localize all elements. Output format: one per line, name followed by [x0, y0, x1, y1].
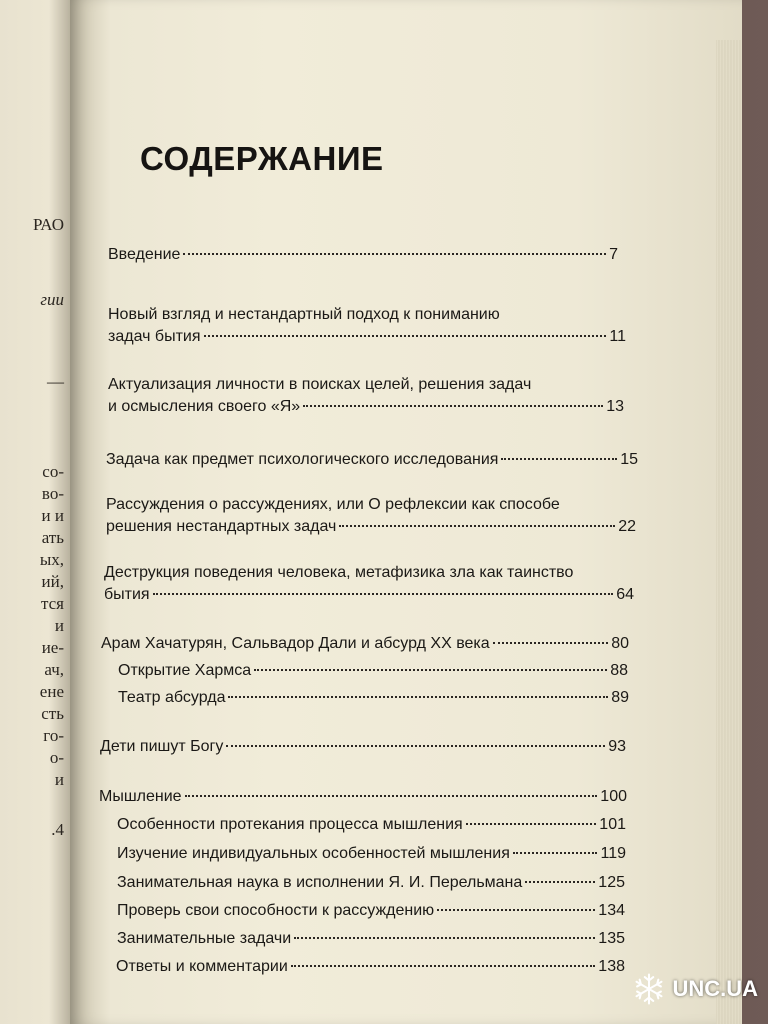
toc-page-number: 89	[611, 689, 629, 706]
dot-leader	[183, 253, 606, 255]
toc-entry-title: Арам Хачатурян, Сальвадор Дали и абсурд XX века	[101, 635, 490, 652]
left-page-line: РАО	[33, 215, 64, 234]
toc-row	[117, 872, 625, 894]
toc-subentry	[117, 928, 625, 950]
toc-page-number: 135	[598, 930, 625, 947]
toc-entry	[99, 786, 627, 808]
toc-entry-title: Открытие Хармса	[118, 662, 252, 679]
toc-subentry	[116, 956, 625, 978]
toc-entry-title-line: Новый взгляд и нестандартный подход к пониманию	[108, 306, 500, 323]
toc-subentry	[117, 814, 626, 836]
left-page-line: и	[54, 770, 64, 789]
toc-entry-title: Занимательные задачи	[117, 930, 292, 947]
toc-entry-title: Театр абсурда	[118, 689, 226, 706]
toc-entry-title: Мышление	[99, 788, 182, 805]
dot-leader	[204, 335, 607, 337]
toc-entry	[108, 244, 618, 266]
toc-entry	[100, 736, 626, 758]
toc-row	[118, 660, 628, 682]
toc-entry-title: Дети пишут Богу	[100, 738, 224, 755]
watermark-text: UNC.UA	[672, 976, 758, 1001]
toc-page-number: 7	[609, 246, 618, 263]
toc-row	[118, 687, 629, 709]
toc-row	[117, 843, 626, 865]
left-page-line: и	[54, 616, 64, 635]
toc-page-number: 93	[608, 738, 626, 755]
toc-row	[117, 814, 626, 836]
left-page-line: гии	[40, 290, 64, 309]
toc-page-number: 138	[598, 958, 625, 975]
toc-entry-title: задач бытия	[108, 328, 201, 345]
page-title: СОДЕРЖАНИЕ	[140, 140, 384, 177]
toc-entry	[104, 562, 634, 606]
toc-entry-title: и осмысления своего «Я»	[108, 398, 301, 415]
left-page-line: ене	[39, 682, 64, 701]
dot-leader	[339, 525, 615, 527]
left-page-line: .4	[51, 820, 64, 839]
dot-leader	[228, 696, 608, 698]
toc-entry	[108, 304, 626, 348]
toc-entry-title: Введение	[108, 246, 181, 263]
toc-row	[104, 584, 634, 606]
toc-page-number: 80	[611, 635, 629, 652]
left-page-line: ых,	[39, 550, 64, 569]
left-page-line: и и	[41, 506, 64, 525]
dot-leader	[493, 642, 609, 644]
dot-leader	[303, 405, 603, 407]
watermark	[632, 972, 758, 1006]
toc-entry-title-line: Деструкция поведения человека, метафизика зла как таинство	[104, 564, 574, 581]
toc-page-number: 125	[598, 874, 625, 891]
toc-entry	[108, 374, 624, 418]
contents-page	[70, 0, 742, 1024]
toc-row	[99, 786, 627, 808]
toc-page-number: 88	[610, 662, 628, 679]
toc-row	[117, 928, 625, 950]
toc-subentry	[117, 843, 626, 865]
dot-leader	[254, 669, 607, 671]
toc-entry-title-line: Актуализация личности в поисках целей, решения задач	[108, 376, 532, 393]
toc-page-number: 22	[618, 518, 636, 535]
toc-entry	[101, 633, 629, 655]
dot-leader	[153, 593, 614, 595]
toc-page-number: 119	[600, 845, 626, 862]
dot-leader	[226, 745, 605, 747]
toc-row	[117, 900, 625, 922]
toc-page-number: 100	[600, 788, 627, 805]
toc-entry-title: Задача как предмет психологического исследования	[106, 451, 499, 468]
dot-leader	[513, 852, 598, 854]
dot-leader	[466, 823, 597, 825]
dot-leader	[291, 965, 596, 967]
toc-page-number: 13	[606, 398, 624, 415]
toc-page-number: 64	[616, 586, 634, 603]
toc-row	[106, 516, 636, 538]
left-page-line: во-	[41, 484, 64, 503]
left-page-line: ие-	[41, 638, 64, 657]
toc-entry	[106, 449, 638, 471]
left-page-line: ать	[41, 528, 64, 547]
toc-row	[108, 326, 626, 348]
toc-subentry	[118, 687, 629, 709]
toc-page-number: 15	[620, 451, 638, 468]
toc-row	[108, 244, 618, 266]
left-page-line: сть	[41, 704, 64, 723]
left-page-line: со-	[42, 462, 64, 481]
toc-row	[101, 633, 629, 655]
toc-page-number: 101	[599, 816, 626, 833]
left-facing-page	[0, 0, 70, 1024]
toc-row	[106, 449, 638, 471]
left-page-line: о-	[49, 748, 64, 767]
toc-row	[108, 396, 624, 418]
toc-entry-title: Занимательная наука в исполнении Я. И. Перельмана	[117, 874, 523, 891]
dot-leader	[437, 909, 595, 911]
dot-leader	[501, 458, 617, 460]
toc-entry-title: бытия	[104, 586, 150, 603]
toc-entry-title: Особенности протекания процесса мышления	[117, 816, 463, 833]
toc-subentry	[117, 872, 625, 894]
toc-entry-title: Проверь свои способности к рассуждению	[117, 902, 435, 919]
toc-row	[100, 736, 626, 758]
left-page-line: го-	[43, 726, 64, 745]
toc-entry-title: решения нестандартных задач	[106, 518, 337, 535]
toc-entry-title: Ответы и комментарии	[116, 958, 288, 975]
snowflake-icon	[632, 972, 666, 1006]
left-page-line: ий,	[41, 572, 64, 591]
toc-entry-title: Изучение индивидуальных особенностей мышления	[117, 845, 510, 862]
toc-subentry	[118, 660, 628, 682]
toc-subentry	[117, 900, 625, 922]
dot-leader	[525, 881, 595, 883]
toc-entry-title-line: Рассуждения о рассуждениях, или О рефлексии как способе	[106, 496, 560, 513]
toc-page-number: 11	[609, 328, 626, 345]
toc-page-number: 134	[598, 902, 625, 919]
dot-leader	[185, 795, 598, 797]
dot-leader	[294, 937, 595, 939]
left-page-line: —	[47, 372, 64, 391]
toc-row	[116, 956, 625, 978]
table-of-contents	[70, 0, 742, 1024]
left-page-line: тся	[40, 594, 64, 613]
left-page-line: ач,	[44, 660, 64, 679]
toc-entry	[106, 494, 636, 538]
